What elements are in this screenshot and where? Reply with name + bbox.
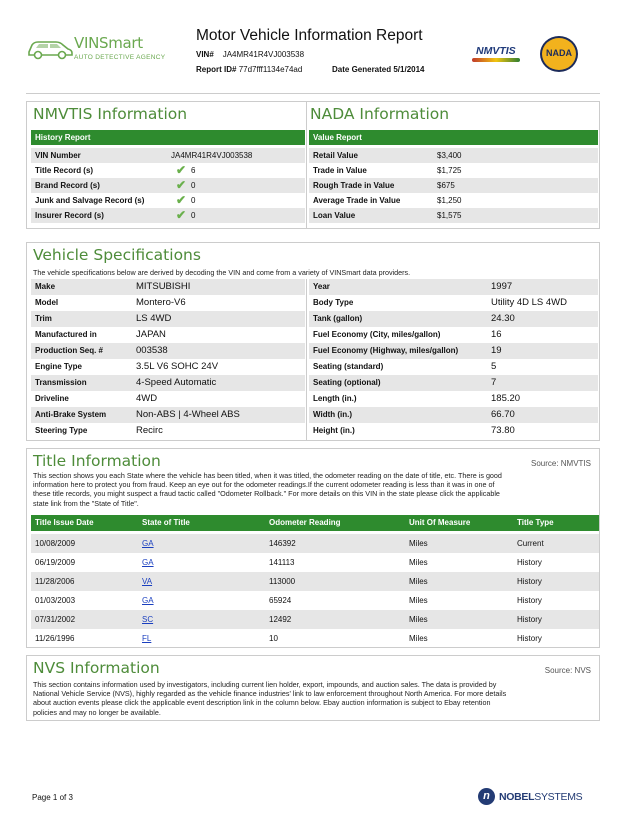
cell-state — [142, 591, 154, 610]
spec-row-label: Year — [313, 282, 330, 291]
cell-odo: 146392 — [269, 539, 296, 548]
nobel-brand-b: SYSTEMS — [534, 791, 583, 803]
spec-row-value: 66.70 — [491, 409, 515, 420]
cell-date: 10/08/2009 — [35, 539, 76, 548]
check-icon: ✔ — [176, 208, 187, 222]
nmvtis-row-label: Title Record (s) — [35, 166, 94, 175]
state-link[interactable]: FL — [142, 634, 152, 643]
cell-unit: Miles — [409, 539, 428, 548]
nobel-brand — [499, 791, 582, 803]
title-info-source: Source: NMVTIS — [530, 459, 591, 468]
spec-row-label: Make — [35, 282, 56, 291]
column-divider — [306, 102, 307, 228]
table-row — [31, 629, 599, 648]
cell-odo: 10 — [269, 634, 278, 643]
spec-row-value: 4WD — [136, 393, 158, 404]
specs-title: Vehicle Specifications — [33, 246, 201, 264]
value-report-bar: Value Report — [309, 130, 598, 145]
table-row — [31, 591, 599, 610]
nada-row — [309, 148, 598, 163]
nvs-section — [26, 655, 600, 721]
nmvtis-row-value: 6 — [191, 166, 196, 175]
nada-row-label: Trade in Value — [313, 166, 367, 175]
specs-desc: The vehicle specifications below are derived by decoding the VIN and come from a variety of VINSmart data providers. — [33, 268, 411, 277]
spec-row-label: Body Type — [313, 298, 354, 307]
spec-row-value: JAPAN — [136, 329, 166, 340]
cell-date: 06/19/2009 — [35, 558, 76, 567]
nmvtis-logo — [468, 42, 526, 66]
cell-state — [142, 572, 152, 591]
state-link[interactable]: SC — [142, 615, 154, 624]
state-link[interactable]: GA — [142, 596, 154, 605]
cell-date: 11/26/1996 — [35, 634, 75, 643]
spec-row-label: Production Seq. # — [35, 346, 104, 355]
nada-logo-text: NADA — [546, 48, 572, 58]
spec-row — [309, 359, 598, 375]
spec-row-label: Model — [35, 298, 59, 307]
vin-value: JA4MR41R4VJ003538 — [222, 50, 305, 59]
cell-type: History — [517, 615, 542, 624]
spec-row-label: Width (in.) — [313, 410, 353, 419]
desc-line: about auction events please click the applicable event description link in the column below. Ebay auction information is subject to Ebay retention — [33, 698, 491, 708]
page-number: Page 1 of 3 — [32, 793, 73, 802]
desc-line: information here to protect you from fraud. Keep an eye out for the odometer readings.If the current odometer reading is less than it was in one of — [33, 480, 495, 490]
cell-odo: 113000 — [269, 577, 296, 586]
nada-row-label: Loan Value — [313, 211, 356, 220]
spec-row — [309, 407, 598, 423]
spec-row — [31, 423, 305, 439]
spec-row — [309, 327, 598, 343]
spec-row-label: Trim — [35, 314, 52, 323]
table-row — [31, 610, 599, 629]
nada-row-label: Retail Value — [313, 151, 358, 160]
header-divider — [26, 93, 600, 94]
nvs-desc — [33, 680, 506, 717]
col-state-of-title: State of Title — [142, 518, 190, 527]
cell-unit: Miles — [409, 558, 428, 567]
spec-row-value: 16 — [491, 329, 502, 340]
spec-row-value: LS 4WD — [136, 313, 172, 324]
spec-row-value: MITSUBISHI — [136, 281, 191, 292]
cell-state — [142, 553, 154, 572]
nmvtis-row — [31, 178, 305, 193]
table-row — [31, 572, 599, 591]
nada-row-label: Average Trade in Value — [313, 196, 401, 205]
spec-row-label: Fuel Economy (City, miles/gallon) — [313, 330, 441, 339]
desc-line: National Vehicle Service (NVS), highly regarded as the vehicle finance industries' link to law enforcement throughout North America. For more details — [33, 689, 507, 699]
desc-line: state link from the "State of Title". — [33, 498, 139, 508]
spec-row — [309, 423, 598, 439]
desc-line: This section contains information used by investigators, including current lien holder, export, impounds, and auction sales. The data is provided by — [33, 680, 497, 689]
nada-row-value: $3,400 — [437, 151, 462, 160]
spec-row — [309, 295, 598, 311]
spec-row-value: 1997 — [491, 281, 513, 292]
title-info-desc — [33, 471, 502, 508]
cell-state — [142, 629, 151, 648]
spec-row — [309, 279, 598, 295]
nobelsystems-logo — [478, 788, 588, 806]
spec-row — [31, 295, 305, 311]
state-link[interactable]: VA — [142, 577, 153, 586]
nmvtis-row — [31, 163, 305, 178]
history-report-bar: History Report — [31, 130, 305, 145]
spec-row-label: Transmission — [35, 378, 87, 387]
vin-label: VIN# — [196, 50, 214, 59]
logo-tagline: AUTO DETECTIVE AGENCY — [74, 54, 166, 61]
nmvtis-nada-section — [26, 101, 600, 229]
report-title: Motor Vehicle Information Report — [196, 27, 423, 44]
nmvtis-row — [31, 148, 305, 163]
nmvtis-row-label: Junk and Salvage Record (s) — [35, 196, 145, 205]
nada-row-value: $1,575 — [437, 211, 462, 220]
header-report-id — [196, 65, 302, 74]
spec-row — [31, 359, 305, 375]
cell-type: History — [517, 634, 542, 643]
spec-row-value: 4-Speed Automatic — [136, 377, 217, 388]
nobel-brand-a: NOBEL — [499, 791, 535, 803]
cell-odo: 65924 — [269, 596, 292, 605]
nada-logo — [540, 36, 578, 72]
spec-row — [31, 407, 305, 423]
spec-row-value: 003538 — [136, 345, 168, 356]
cell-unit: Miles — [409, 615, 428, 624]
nmvtis-row — [31, 208, 305, 223]
spec-row-value: Recirc — [136, 425, 163, 436]
nmvtis-row — [31, 193, 305, 208]
table-row — [31, 534, 599, 553]
nmvtis-row-value: 0 — [191, 196, 196, 205]
spec-row-value: Non-ABS | 4-Wheel ABS — [136, 409, 240, 420]
col-odometer-reading: Odometer Reading — [269, 518, 341, 527]
title-info-title: Title Information — [33, 452, 161, 470]
nmvtis-row-value: 0 — [191, 181, 196, 190]
spec-row — [31, 391, 305, 407]
spec-row-value: 3.5L V6 SOHC 24V — [136, 361, 219, 372]
spec-row-label: Tank (gallon) — [313, 314, 363, 323]
cell-odo: 141113 — [269, 558, 295, 567]
vehicle-specs-section — [26, 242, 600, 441]
cell-odo: 12492 — [269, 615, 292, 624]
vinsmart-logo — [26, 30, 166, 68]
cell-date: 07/31/2002 — [35, 615, 76, 624]
spec-row-label: Steering Type — [35, 426, 88, 435]
nvs-title: NVS Information — [33, 659, 160, 677]
nada-row — [309, 178, 598, 193]
title-table-header — [31, 515, 599, 531]
nobel-mark-icon: n — [478, 788, 495, 805]
cell-state — [142, 610, 153, 629]
cell-unit: Miles — [409, 634, 428, 643]
cell-unit: Miles — [409, 577, 428, 586]
nada-row — [309, 193, 598, 208]
spec-row-label: Manufactured in — [35, 330, 97, 339]
cell-date: 11/28/2006 — [35, 577, 75, 586]
header-vin — [196, 50, 304, 59]
nmvtis-logo-bar — [472, 58, 520, 62]
cell-type: History — [517, 558, 542, 567]
spec-row-value: Utility 4D LS 4WD — [491, 297, 568, 308]
specs-divider — [306, 279, 307, 440]
cell-type: History — [517, 577, 542, 586]
nada-row — [309, 163, 598, 178]
spec-row-value: 185.20 — [491, 393, 521, 404]
nmvtis-row-value: 0 — [191, 211, 196, 220]
nada-row-value: $1,725 — [437, 166, 462, 175]
spec-row-label: Engine Type — [35, 362, 82, 371]
title-info-section — [26, 448, 600, 648]
cell-type: History — [517, 596, 542, 605]
col-title-issue-date: Title Issue Date — [35, 518, 94, 527]
nada-row-value: $675 — [437, 181, 455, 190]
spec-row-label: Anti-Brake System — [35, 410, 107, 419]
report-id-label: Report ID# — [196, 65, 237, 74]
spec-row-label: Seating (optional) — [313, 378, 381, 387]
spec-row-value: Montero-V6 — [136, 297, 186, 308]
desc-line: This section shows you each State where the vehicle has been titled, when it was titled, the odometer reading on the date of title, etc. There is good — [33, 471, 502, 480]
cell-type: Current — [517, 539, 544, 548]
spec-row — [31, 375, 305, 391]
state-link[interactable]: GA — [142, 539, 154, 548]
nada-row-value: $1,250 — [437, 196, 462, 205]
nada-title: NADA Information — [310, 105, 450, 123]
nmvtis-row-label: Insurer Record (s) — [35, 211, 104, 220]
check-icon: ✔ — [176, 163, 187, 177]
nada-row — [309, 208, 598, 223]
nmvtis-row-value: JA4MR41R4VJ003538 — [171, 151, 253, 160]
check-icon: ✔ — [176, 193, 187, 207]
check-icon: ✔ — [176, 178, 187, 192]
date-generated: Date Generated 5/1/2014 — [332, 65, 425, 74]
spec-row-value: 5 — [491, 361, 497, 372]
spec-row — [31, 279, 305, 295]
nmvtis-logo-text: NMVTIS — [476, 45, 516, 57]
spec-row — [309, 311, 598, 327]
col-unit-of-measure: Unit Of Measure — [409, 518, 471, 527]
spec-row-value: 73.80 — [491, 425, 515, 436]
cell-state — [142, 534, 154, 553]
car-icon — [26, 34, 74, 60]
logo-brand: VINSmart — [74, 34, 143, 52]
spec-row-value: 24.30 — [491, 313, 515, 324]
report-id-value: 77d7fff1134e74ad — [238, 65, 303, 74]
spec-row-label: Driveline — [35, 394, 69, 403]
report-header — [0, 0, 630, 96]
table-row — [31, 553, 599, 572]
col-title-type: Title Type — [517, 518, 554, 527]
spec-row-label: Seating (standard) — [313, 362, 384, 371]
cell-date: 01/03/2003 — [35, 596, 76, 605]
spec-row — [309, 343, 598, 359]
state-link[interactable]: GA — [142, 558, 154, 567]
spec-row-label: Height (in.) — [313, 426, 355, 435]
spec-row — [31, 343, 305, 359]
spec-row — [309, 391, 598, 407]
spec-row — [31, 311, 305, 327]
desc-line: these title records, you might suspect a fraud tactic called "Odometer Rollback." For more details on this VIN in the state please click the applicable — [33, 489, 500, 499]
nmvtis-title: NMVTIS Information — [33, 105, 188, 123]
spec-row-value: 19 — [491, 345, 502, 356]
spec-row — [31, 327, 305, 343]
nmvtis-row-label: Brand Record (s) — [35, 181, 100, 190]
nmvtis-row-label: VIN Number — [35, 151, 81, 160]
nvs-source: Source: NVS — [544, 666, 591, 675]
spec-row-label: Length (in.) — [313, 394, 357, 403]
spec-row — [309, 375, 598, 391]
spec-row-value: 7 — [491, 377, 497, 388]
desc-line: policies and may no longer be available. — [33, 707, 161, 717]
spec-row-label: Fuel Economy (Highway, miles/gallon) — [313, 346, 459, 355]
nada-row-label: Rough Trade in Value — [313, 181, 395, 190]
cell-unit: Miles — [409, 596, 428, 605]
